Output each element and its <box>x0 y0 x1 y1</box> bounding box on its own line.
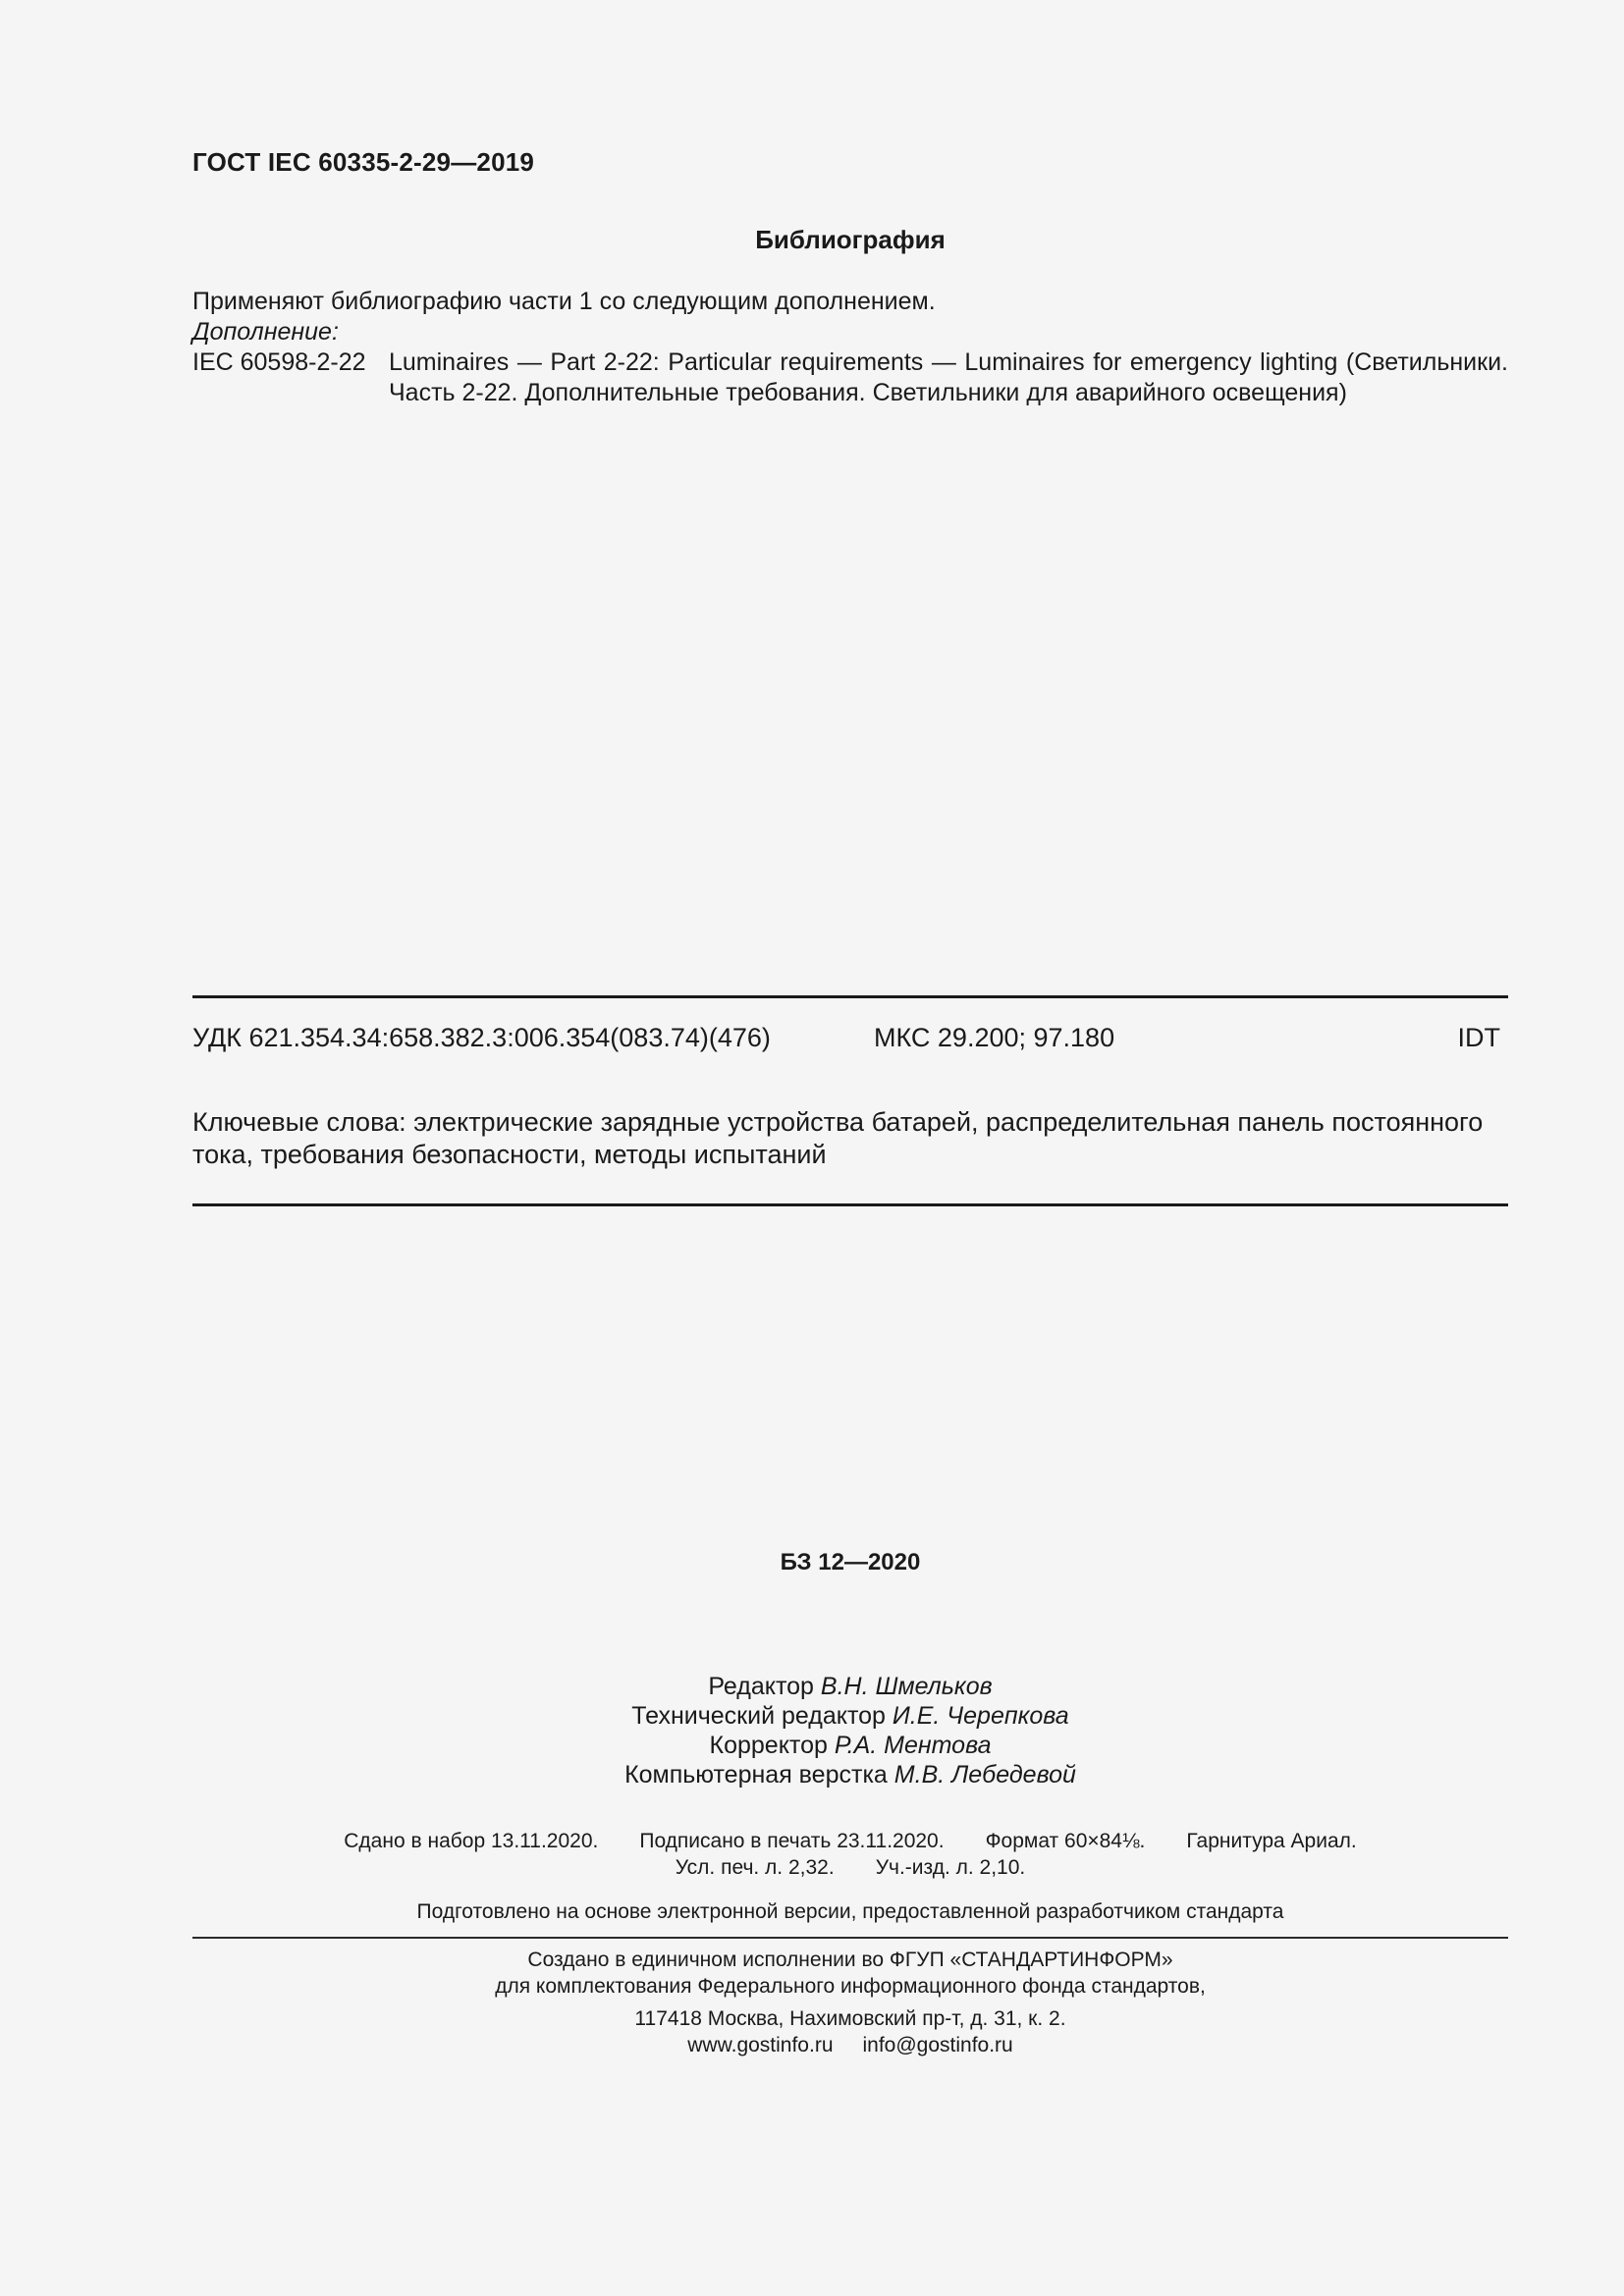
credit-editor: Редактор В.Н. Шмельков <box>708 1673 993 1700</box>
document-id: ГОСТ IEC 60335-2-29—2019 <box>192 147 535 177</box>
credit-tech-editor: Технический редактор И.Е. Черепкова <box>631 1702 1069 1730</box>
created-line-1: Создано в единичном исполнении во ФГУП «СТАНДАРТИНФОРМ» <box>527 1949 1173 1971</box>
created-note <box>0 1947 1624 2000</box>
bibliography-title: Библиография <box>755 225 946 254</box>
publisher-address: 117418 Москва, Нахимовский пр-т, д. 31, к. 2. <box>634 2007 1066 2030</box>
divider-footer <box>192 1937 1508 1939</box>
bz-number: БЗ 12—2020 <box>780 1549 921 1575</box>
credit-layout: Компьютерная верстка М.В. Лебедевой <box>624 1761 1076 1789</box>
mks-code: МКС 29.200; 97.180 <box>874 1023 1115 1052</box>
bibliography-intro: Применяют библиографию части 1 со следующим дополнением. <box>192 288 936 315</box>
typeface: Гарнитура Ариал. <box>1186 1830 1357 1852</box>
degree-of-correspondence: IDT <box>1457 1023 1500 1052</box>
prepared-note: Подготовлено на основе электронной версии, предоставленной разработчиком стандарта <box>416 1900 1284 1923</box>
divider-top <box>192 995 1508 998</box>
reference-description: Luminaires — Part 2-22: Particular requirements — Luminaires for emergency lighting (Светильники. Часть 2-22. Дополнительные требования. Светильники для аварийного освещения) <box>389 348 1508 406</box>
website-link[interactable]: www.gostinfo.ru <box>687 2034 834 2056</box>
email-link[interactable]: info@gostinfo.ru <box>862 2034 1013 2056</box>
print-info <box>0 1828 1624 1881</box>
publ-sheets: Уч.-изд. л. 2,10. <box>875 1856 1026 1879</box>
credit-corrector: Корректор Р.А. Ментова <box>709 1732 992 1759</box>
created-line-2: для комплектования Федерального информационного фонда стандартов, <box>495 1975 1206 1998</box>
submitted-date: Сдано в набор 13.11.2020. <box>344 1830 599 1852</box>
signed-date: Подписано в печать 23.11.2020. <box>639 1830 945 1852</box>
udk-code: УДК 621.354.34:658.382.3:006.354(083.74)(476) <box>192 1023 771 1052</box>
credits-block <box>0 1672 1624 1789</box>
publisher-contacts <box>0 2005 1624 2058</box>
addition-label: Дополнение: <box>192 318 339 346</box>
keywords: Ключевые слова: электрические зарядные устройства батарей, распределительная панель постоянного тока, требования безопасности, методы испытаний <box>192 1107 1484 1169</box>
paper-format: Формат 60×84⅛. <box>985 1830 1146 1852</box>
divider-keywords <box>192 1203 1508 1206</box>
print-sheets: Усл. печ. л. 2,32. <box>675 1856 835 1879</box>
reference-code: IEC 60598-2-22 <box>192 348 366 376</box>
